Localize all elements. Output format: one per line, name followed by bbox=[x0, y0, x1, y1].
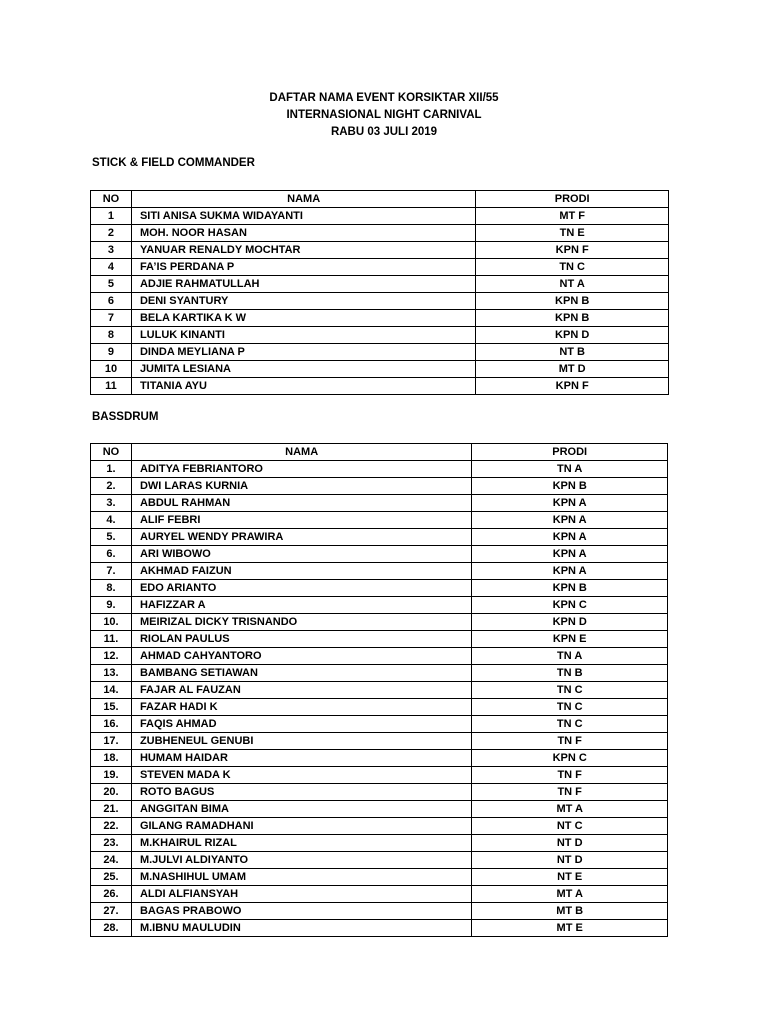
row-number: 8. bbox=[91, 580, 132, 597]
student-name: MEIRIZAL DICKY TRISNANDO bbox=[131, 614, 471, 631]
table-row bbox=[91, 495, 668, 512]
row-number: 13. bbox=[91, 665, 132, 682]
row-number: 15. bbox=[91, 699, 132, 716]
study-program: TN C bbox=[472, 716, 668, 733]
student-name: M.NASHIHUL UMAM bbox=[131, 869, 471, 886]
row-number: 2. bbox=[91, 478, 132, 495]
table-row bbox=[91, 327, 669, 344]
student-name: BELA KARTIKA K W bbox=[131, 310, 475, 327]
table-row bbox=[91, 512, 668, 529]
study-program: KPN A bbox=[472, 495, 668, 512]
study-program: KPN C bbox=[472, 750, 668, 767]
table-row bbox=[91, 580, 668, 597]
row-number: 12. bbox=[91, 648, 132, 665]
table-row bbox=[91, 750, 668, 767]
table-row bbox=[91, 767, 668, 784]
student-name: DENI SYANTURY bbox=[131, 293, 475, 310]
table-row bbox=[91, 242, 669, 259]
student-name: ABDUL RAHMAN bbox=[131, 495, 471, 512]
table-row bbox=[91, 920, 668, 937]
study-program: KPN D bbox=[472, 614, 668, 631]
row-number: 18. bbox=[91, 750, 132, 767]
row-number: 6 bbox=[91, 293, 132, 310]
table-row bbox=[91, 886, 668, 903]
student-name: FAQIS AHMAD bbox=[131, 716, 471, 733]
table-row bbox=[91, 903, 668, 920]
table-row bbox=[91, 478, 668, 495]
table-row bbox=[91, 310, 669, 327]
student-name: ALIF FEBRI bbox=[131, 512, 471, 529]
table-row bbox=[91, 361, 669, 378]
study-program: KPN B bbox=[476, 293, 669, 310]
student-name: DINDA MEYLIANA P bbox=[131, 344, 475, 361]
study-program: MT B bbox=[472, 903, 668, 920]
student-name: ADJIE RAHMATULLAH bbox=[131, 276, 475, 293]
study-program: MT A bbox=[472, 886, 668, 903]
row-number: 8 bbox=[91, 327, 132, 344]
row-number: 3 bbox=[91, 242, 132, 259]
bassdrum-table bbox=[90, 443, 668, 937]
table-row bbox=[91, 293, 669, 310]
table-header-row bbox=[91, 444, 668, 461]
table-row bbox=[91, 784, 668, 801]
study-program: MT E bbox=[472, 920, 668, 937]
study-program: NT B bbox=[476, 344, 669, 361]
student-name: FA’IS PERDANA P bbox=[131, 259, 475, 276]
study-program: TN A bbox=[472, 461, 668, 478]
row-number: 9 bbox=[91, 344, 132, 361]
row-number: 21. bbox=[91, 801, 132, 818]
student-name: TITANIA AYU bbox=[131, 378, 475, 395]
study-program: KPN A bbox=[472, 512, 668, 529]
study-program: KPN A bbox=[472, 563, 668, 580]
student-name: RIOLAN PAULUS bbox=[131, 631, 471, 648]
study-program: MT F bbox=[476, 208, 669, 225]
table-row bbox=[91, 563, 668, 580]
study-program: TN F bbox=[472, 767, 668, 784]
study-program: TN C bbox=[472, 682, 668, 699]
study-program: KPN A bbox=[472, 529, 668, 546]
row-number: 28. bbox=[91, 920, 132, 937]
header-title: DAFTAR NAMA EVENT KORSIKTAR XII/55 bbox=[269, 92, 499, 104]
study-program: TN C bbox=[472, 699, 668, 716]
column-header-nama: NAMA bbox=[131, 191, 475, 208]
study-program: KPN F bbox=[476, 378, 669, 395]
student-name: GILANG RAMADHANI bbox=[131, 818, 471, 835]
row-number: 27. bbox=[91, 903, 132, 920]
table-row bbox=[91, 835, 668, 852]
student-name: STEVEN MADA K bbox=[131, 767, 471, 784]
study-program: NT D bbox=[472, 835, 668, 852]
student-name: M.IBNU MAULUDIN bbox=[131, 920, 471, 937]
row-number: 5. bbox=[91, 529, 132, 546]
student-name: EDO ARIANTO bbox=[131, 580, 471, 597]
study-program: TN C bbox=[476, 259, 669, 276]
study-program: MT D bbox=[476, 361, 669, 378]
row-number: 3. bbox=[91, 495, 132, 512]
student-name: FAZAR HADI K bbox=[131, 699, 471, 716]
row-number: 16. bbox=[91, 716, 132, 733]
column-header-nama: NAMA bbox=[131, 444, 471, 461]
column-header-no: NO bbox=[91, 444, 132, 461]
study-program: KPN A bbox=[472, 546, 668, 563]
student-name: BAGAS PRABOWO bbox=[131, 903, 471, 920]
student-name: JUMITA LESIANA bbox=[131, 361, 475, 378]
student-name: HAFIZZAR A bbox=[131, 597, 471, 614]
row-number: 7. bbox=[91, 563, 132, 580]
header-event-name: INTERNASIONAL NIGHT CARNIVAL bbox=[286, 109, 482, 121]
study-program: NT E bbox=[472, 869, 668, 886]
table-row bbox=[91, 869, 668, 886]
row-number: 7 bbox=[91, 310, 132, 327]
study-program: KPN C bbox=[472, 597, 668, 614]
study-program: NT C bbox=[472, 818, 668, 835]
table-row bbox=[91, 665, 668, 682]
column-header-no: NO bbox=[91, 191, 132, 208]
table-row bbox=[91, 344, 669, 361]
student-name: AKHMAD FAIZUN bbox=[131, 563, 471, 580]
study-program: TN F bbox=[472, 733, 668, 750]
student-name: ROTO BAGUS bbox=[131, 784, 471, 801]
study-program: KPN B bbox=[476, 310, 669, 327]
student-name: MOH. NOOR HASAN bbox=[131, 225, 475, 242]
study-program: TN F bbox=[472, 784, 668, 801]
column-header-prodi: PRODI bbox=[472, 444, 668, 461]
row-number: 14. bbox=[91, 682, 132, 699]
row-number: 10. bbox=[91, 614, 132, 631]
student-name: YANUAR RENALDY MOCHTAR bbox=[131, 242, 475, 259]
row-number: 11. bbox=[91, 631, 132, 648]
study-program: TN A bbox=[472, 648, 668, 665]
row-number: 26. bbox=[91, 886, 132, 903]
table-row bbox=[91, 699, 668, 716]
column-header-prodi: PRODI bbox=[476, 191, 669, 208]
row-number: 9. bbox=[91, 597, 132, 614]
table-header-row bbox=[91, 191, 669, 208]
row-number: 22. bbox=[91, 818, 132, 835]
row-number: 25. bbox=[91, 869, 132, 886]
study-program: NT A bbox=[476, 276, 669, 293]
study-program: MT A bbox=[472, 801, 668, 818]
student-name: BAMBANG SETIAWAN bbox=[131, 665, 471, 682]
row-number: 11 bbox=[91, 378, 132, 395]
row-number: 2 bbox=[91, 225, 132, 242]
student-name: DWI LARAS KURNIA bbox=[131, 478, 471, 495]
student-name: LULUK KINANTI bbox=[131, 327, 475, 344]
row-number: 4. bbox=[91, 512, 132, 529]
row-number: 23. bbox=[91, 835, 132, 852]
study-program: TN E bbox=[476, 225, 669, 242]
table-row bbox=[91, 225, 669, 242]
student-name: ALDI ALFIANSYAH bbox=[131, 886, 471, 903]
table-row bbox=[91, 801, 668, 818]
table-row bbox=[91, 682, 668, 699]
study-program: KPN F bbox=[476, 242, 669, 259]
row-number: 24. bbox=[91, 852, 132, 869]
row-number: 1 bbox=[91, 208, 132, 225]
study-program: KPN D bbox=[476, 327, 669, 344]
student-name: ZUBHENEUL GENUBI bbox=[131, 733, 471, 750]
table-row bbox=[91, 733, 668, 750]
table-row bbox=[91, 614, 668, 631]
section-title-bassdrum: BASSDRUM bbox=[92, 411, 159, 423]
row-number: 17. bbox=[91, 733, 132, 750]
student-name: M.KHAIRUL RIZAL bbox=[131, 835, 471, 852]
study-program: KPN B bbox=[472, 580, 668, 597]
table-row bbox=[91, 529, 668, 546]
study-program: KPN B bbox=[472, 478, 668, 495]
table-row bbox=[91, 631, 668, 648]
table-row bbox=[91, 259, 669, 276]
study-program: NT D bbox=[472, 852, 668, 869]
table-row bbox=[91, 597, 668, 614]
study-program: KPN E bbox=[472, 631, 668, 648]
table-row bbox=[91, 378, 669, 395]
student-name: SITI ANISA SUKMA WIDAYANTI bbox=[131, 208, 475, 225]
section-title-stick-field-commander: STICK & FIELD COMMANDER bbox=[92, 157, 255, 169]
student-name: HUMAM HAIDAR bbox=[131, 750, 471, 767]
header-date: RABU 03 JULI 2019 bbox=[330, 126, 438, 138]
student-name: ADITYA FEBRIANTORO bbox=[131, 461, 471, 478]
table-row bbox=[91, 276, 669, 293]
row-number: 19. bbox=[91, 767, 132, 784]
table-row bbox=[91, 716, 668, 733]
student-name: AHMAD CAHYANTORO bbox=[131, 648, 471, 665]
table-row bbox=[91, 208, 669, 225]
row-number: 10 bbox=[91, 361, 132, 378]
row-number: 1. bbox=[91, 461, 132, 478]
student-name: AURYEL WENDY PRAWIRA bbox=[131, 529, 471, 546]
row-number: 6. bbox=[91, 546, 132, 563]
document-header bbox=[0, 90, 768, 141]
row-number: 5 bbox=[91, 276, 132, 293]
table-row bbox=[91, 546, 668, 563]
table-row bbox=[91, 852, 668, 869]
table-row bbox=[91, 461, 668, 478]
table-row bbox=[91, 818, 668, 835]
study-program: TN B bbox=[472, 665, 668, 682]
row-number: 20. bbox=[91, 784, 132, 801]
student-name: M.JULVI ALDIYANTO bbox=[131, 852, 471, 869]
student-name: ARI WIBOWO bbox=[131, 546, 471, 563]
student-name: ANGGITAN BIMA bbox=[131, 801, 471, 818]
row-number: 4 bbox=[91, 259, 132, 276]
stick-field-commander-table bbox=[90, 190, 669, 395]
student-name: FAJAR AL FAUZAN bbox=[131, 682, 471, 699]
table-row bbox=[91, 648, 668, 665]
